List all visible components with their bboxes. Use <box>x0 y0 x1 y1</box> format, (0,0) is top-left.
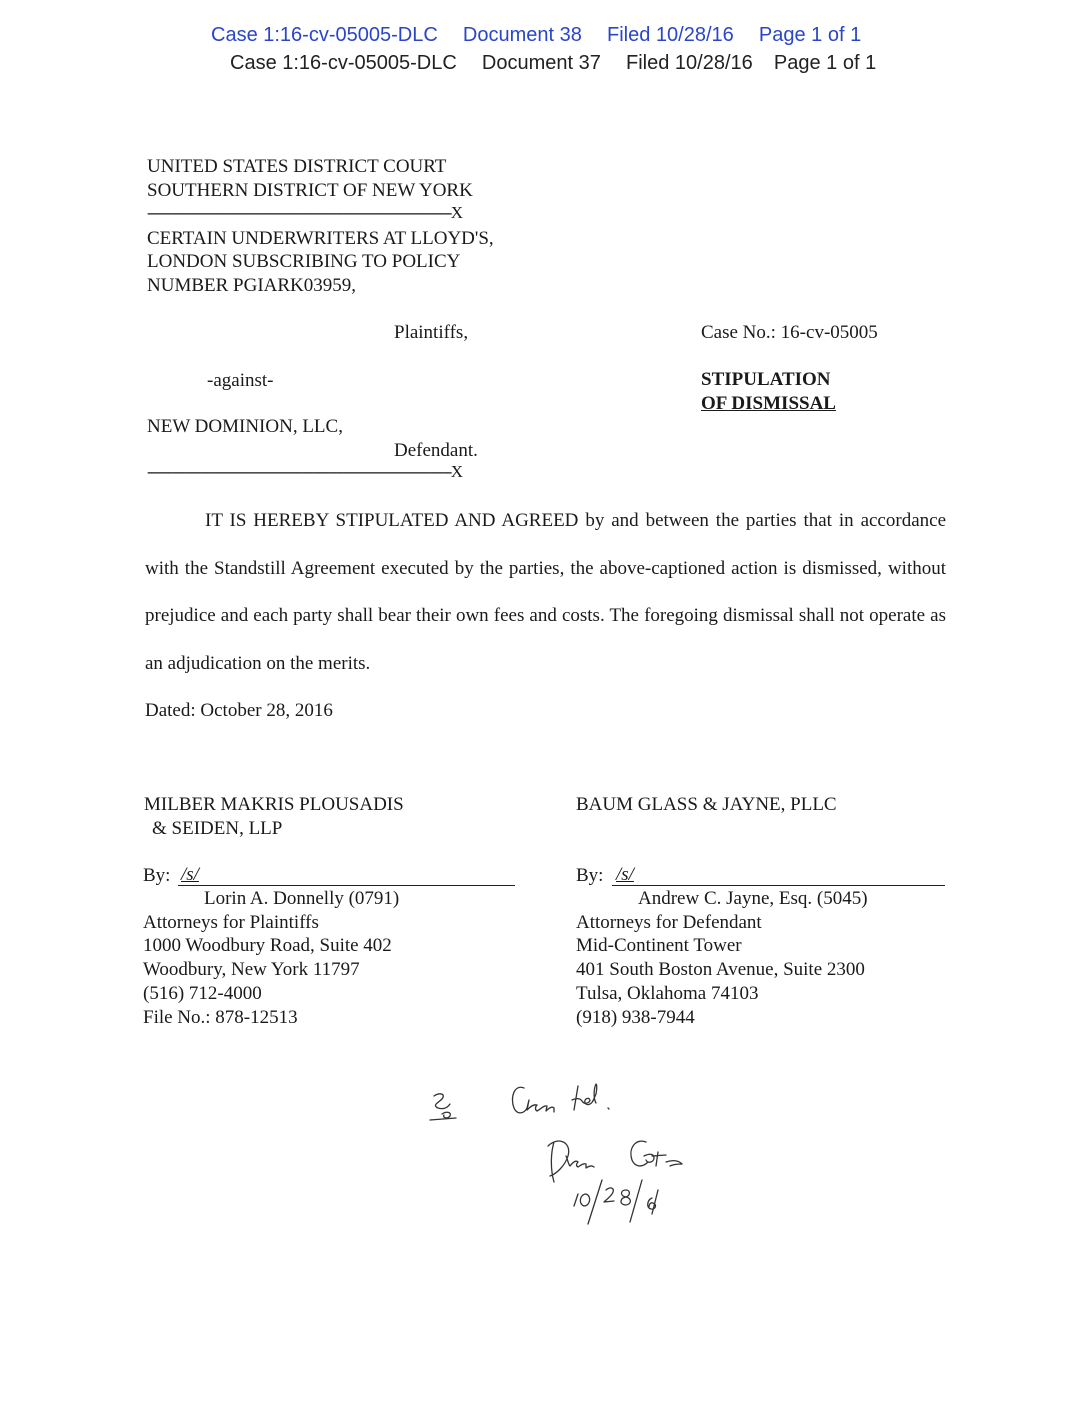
defendant-address-line-1: Mid-Continent Tower <box>576 935 742 956</box>
plaintiff-counsel-role: Attorneys for Plaintiffs <box>143 912 319 933</box>
plaintiff-electronic-signature: /s/ <box>181 864 199 885</box>
defendant-phone: (918) 938-7944 <box>576 1007 695 1028</box>
ecf-filed-date: Filed 10/28/16 <box>607 24 734 46</box>
stipulation-paragraph <box>145 497 946 687</box>
plaintiff-line-2: LONDON SUBSCRIBING TO POLICY <box>147 251 461 272</box>
stipulation-text: IT IS HEREBY STIPULATED AND AGREED by and between the parties that in accordance with the Standstill Agreement executed by the parties, the above-captioned action is dismissed, without prejudice and each party shall bear their own fees and costs. The foregoing dismissal shall not operate as an adjudication on the merits. <box>145 510 946 674</box>
orig-filed-date: Filed 10/28/16 <box>626 52 753 74</box>
ecf-case-number: Case 1:16-cv-05005-DLC <box>211 24 438 46</box>
ecf-page-count: Page 1 of 1 <box>758 24 862 46</box>
defendant-by-label: By: <box>576 865 604 886</box>
defendant-name: NEW DOMINION, LLC, <box>147 416 343 437</box>
plaintiff-file-number: File No.: 878-12513 <box>143 1007 298 1028</box>
plaintiff-attorney-name: Lorin A. Donnelly (0791) <box>204 888 400 909</box>
caption-divider-top: -------------------------------------------------------------------------X <box>147 203 462 222</box>
plaintiff-line-3: NUMBER PGIARK03959, <box>147 275 357 296</box>
plaintiff-firm-line-2: & SEIDEN, LLP <box>152 818 283 839</box>
defendant-counsel-role: Attorneys for Defendant <box>576 912 762 933</box>
document-title-line-1: STIPULATION <box>701 369 831 390</box>
defendant-role: Defendant. <box>394 440 478 461</box>
plaintiff-line-1: CERTAIN UNDERWRITERS AT LLOYD'S, <box>147 228 494 249</box>
orig-page-count: Page 1 of 1 <box>773 52 877 74</box>
ecf-document-number: Document 38 <box>462 24 582 46</box>
case-number: Case No.: 16-cv-05005 <box>701 322 878 343</box>
defendant-firm-name: BAUM GLASS & JAYNE, PLLC <box>576 794 837 815</box>
orig-document-number: Document 37 <box>481 52 601 74</box>
ecf-stamp-filed <box>211 24 861 47</box>
defendant-electronic-signature: /s/ <box>616 864 634 885</box>
handwritten-endorsement <box>420 1080 720 1250</box>
defendant-address-line-2: 401 South Boston Avenue, Suite 2300 <box>576 959 865 980</box>
plaintiff-address-line-2: Woodbury, New York 11797 <box>143 959 360 980</box>
dated-line: Dated: October 28, 2016 <box>145 700 333 721</box>
document-title-line-2: OF DISMISSAL <box>701 393 836 414</box>
court-name: UNITED STATES DISTRICT COURT <box>147 156 447 177</box>
plaintiff-address-line-1: 1000 Woodbury Road, Suite 402 <box>143 935 392 956</box>
court-district: SOUTHERN DISTRICT OF NEW YORK <box>147 180 473 201</box>
plaintiff-firm-line-1: MILBER MAKRIS PLOUSADIS <box>144 794 404 815</box>
plaintiff-by-label: By: <box>143 865 171 886</box>
plaintiff-role: Plaintiffs, <box>394 322 469 343</box>
defendant-signature-line <box>612 885 945 886</box>
plaintiff-signature-line <box>178 885 515 886</box>
caption-divider-bottom: -------------------------------------------------------------------------X <box>147 462 462 481</box>
defendant-attorney-name: Andrew C. Jayne, Esq. (5045) <box>638 888 868 909</box>
orig-case-number: Case 1:16-cv-05005-DLC <box>230 52 457 74</box>
ecf-stamp-original <box>230 52 876 75</box>
versus-label: -against- <box>207 370 274 391</box>
plaintiff-phone: (516) 712-4000 <box>143 983 262 1004</box>
defendant-address-line-3: Tulsa, Oklahoma 74103 <box>576 983 759 1004</box>
